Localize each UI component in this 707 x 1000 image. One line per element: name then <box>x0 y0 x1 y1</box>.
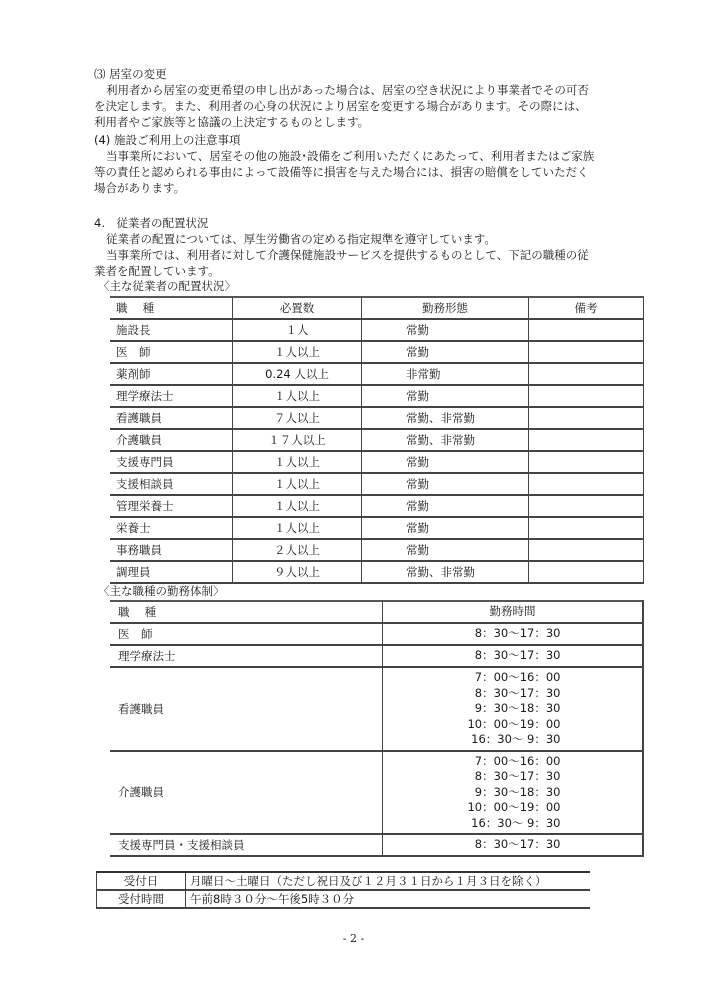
reception-value-cell: 午前8時３０分～午後5時３０分 <box>186 890 591 908</box>
role-cell: 調理員 <box>110 561 233 583</box>
employment-type-cell: 常勤 <box>362 539 529 561</box>
required-count-cell: ９人以上 <box>233 561 362 583</box>
staff-table-caption: 〈主な従業者の配置状況〉 <box>98 279 236 293</box>
notes-cell <box>529 495 644 517</box>
required-count-cell: ２人以上 <box>233 539 362 561</box>
role-cell: 医 師 <box>110 623 383 645</box>
notes-cell <box>529 539 644 561</box>
reception-value-cell: 月曜日～土曜日（ただし祝日及び１２月３１日から１月３日を除く） <box>186 872 591 890</box>
shift-time: 8：30～17：30 <box>474 626 561 641</box>
role-cell: 看護職員 <box>110 667 383 751</box>
employment-type-cell: 常勤 <box>362 451 529 473</box>
header-cell-notes: 備考 <box>529 297 644 319</box>
section-staff-placement <box>94 215 654 279</box>
employment-type-cell: 常勤、非常勤 <box>362 407 529 429</box>
employment-type-cell: 常勤 <box>362 319 529 341</box>
notes-cell <box>529 407 644 429</box>
shift-time: 8：30～17：30 <box>474 685 561 700</box>
paragraph-line: 利用者から居室の変更希望の申し出があった場合は、居室の空き状況により事業者でその可否 <box>106 83 589 97</box>
table-row <box>110 451 644 473</box>
shift-time: 9：30～18：30 <box>474 701 561 715</box>
staff-placement-table <box>110 296 644 584</box>
role-cell: 理学療法士 <box>110 645 383 667</box>
shift-time: 7：00～16：00 <box>474 670 561 684</box>
role-cell: 管理栄養士 <box>110 495 233 517</box>
table-row <box>110 473 644 495</box>
shift-schedule-table <box>110 600 644 857</box>
required-count-cell: １人以上 <box>233 473 362 495</box>
employment-type-cell: 常勤 <box>362 495 529 517</box>
shift-time: 8：30～17：30 <box>474 648 561 663</box>
table-row <box>110 385 644 407</box>
required-count-cell: ７人以上 <box>233 407 362 429</box>
table-row <box>110 645 643 667</box>
role-cell: 看護職員 <box>110 407 233 429</box>
table-row <box>110 834 643 856</box>
required-count-cell: １人以上 <box>233 517 362 539</box>
required-count-cell: １人以上 <box>233 495 362 517</box>
table-row <box>110 561 644 583</box>
required-count-cell: １人以上 <box>233 451 362 473</box>
required-count-cell: １人 <box>233 319 362 341</box>
shift-time: 9：30～18：30 <box>474 784 561 799</box>
reception-label-cell: 受付時間 <box>97 890 186 908</box>
required-count-cell: １７人以上 <box>233 429 362 451</box>
shift-time: 7：00～16：00 <box>474 753 561 768</box>
table-header-row <box>110 601 643 623</box>
section-heading: ⑶ 居室の変更 <box>94 67 167 81</box>
table-header-row <box>110 297 644 319</box>
employment-type-cell: 常勤 <box>362 473 529 495</box>
notes-cell <box>529 385 644 407</box>
header-cell-role: 職 種 <box>110 297 233 319</box>
employment-type-cell: 常勤、非常勤 <box>362 561 529 583</box>
section-usage-notes <box>94 132 654 196</box>
header-cell-employment: 勤務形態 <box>362 297 529 319</box>
page-number: - 2 - <box>342 932 365 945</box>
section-room-change <box>94 66 654 130</box>
table-row <box>110 539 644 561</box>
shift-table-caption: 〈主な職種の勤務体制〉 <box>98 584 225 598</box>
header-cell-hours: 勤務時間 <box>383 601 644 623</box>
notes-cell <box>529 473 644 495</box>
hours-cell <box>383 834 644 856</box>
paragraph-line: 当事業所において、居室その他の施設･設備をご利用いただくにあたって、利用者またはご家族 <box>106 149 595 163</box>
paragraph-line: を決定します。また、利用者の心身の状況により居室を変更する場合があります。その際には、 <box>94 99 587 113</box>
notes-cell <box>529 319 644 341</box>
paragraph-line: 場合があります。 <box>94 181 186 195</box>
role-cell: 薬剤師 <box>110 363 233 385</box>
employment-type-cell: 非常勤 <box>362 363 529 385</box>
employment-type-cell: 常勤 <box>362 385 529 407</box>
paragraph-line: 業者を配置しています。 <box>94 264 220 278</box>
section-heading: (4) 施設ご利用上の注意事項 <box>94 133 241 147</box>
header-cell-required: 必置数 <box>233 297 362 319</box>
shift-time: 10：00～19：00 <box>467 716 561 731</box>
hours-cell <box>383 667 644 751</box>
notes-cell <box>529 517 644 539</box>
paragraph-line: 当事業所では、利用者に対して介護保健施設サービスを提供するものとして、下記の職種の従 <box>106 248 589 262</box>
paragraph-line: 等の責任と認められる事由によって設備等に損害を与えた場合には、損害の賠償をしていただく <box>94 165 589 179</box>
employment-type-cell: 常勤、非常勤 <box>362 429 529 451</box>
notes-cell <box>529 429 644 451</box>
shift-time: 8：30～17：30 <box>474 769 561 783</box>
notes-cell <box>529 561 644 583</box>
table-row <box>110 623 643 645</box>
hours-cell <box>383 623 644 645</box>
role-cell: 施設長 <box>110 319 233 341</box>
table-row <box>110 667 643 751</box>
shift-time: 16：30～ 9：30 <box>471 815 561 830</box>
required-count-cell: １人以上 <box>233 341 362 363</box>
table-row <box>110 495 644 517</box>
role-cell: 支援相談員 <box>110 473 233 495</box>
role-cell: 事務職員 <box>110 539 233 561</box>
table-row <box>110 407 644 429</box>
table-row <box>110 429 644 451</box>
paragraph-line: 利用者やご家族等と協議の上決定するものとします。 <box>94 115 370 129</box>
required-count-cell: 0.24 人以上 <box>233 363 362 385</box>
notes-cell <box>529 451 644 473</box>
role-cell: 理学療法士 <box>110 385 233 407</box>
role-cell: 栄養士 <box>110 517 233 539</box>
reception-label-cell: 受付日 <box>97 872 186 890</box>
employment-type-cell: 常勤 <box>362 517 529 539</box>
table-row <box>110 517 644 539</box>
reception-table <box>96 871 590 909</box>
role-cell: 医 師 <box>110 341 233 363</box>
role-cell: 介護職員 <box>110 429 233 451</box>
required-count-cell: １人以上 <box>233 385 362 407</box>
notes-cell <box>529 341 644 363</box>
employment-type-cell: 常勤 <box>362 341 529 363</box>
chapter-heading: 4. 従業者の配置状況 <box>94 216 209 230</box>
table-row <box>110 751 643 835</box>
role-cell: 介護職員 <box>110 751 383 835</box>
hours-cell <box>383 645 644 667</box>
table-row <box>97 872 591 890</box>
role-cell: 支援専門員 <box>110 451 233 473</box>
table-row <box>110 363 644 385</box>
table-row <box>110 319 644 341</box>
hours-cell <box>383 751 644 835</box>
shift-time: 10：00～19：00 <box>467 800 561 814</box>
shift-time: 8：30～17：30 <box>474 837 561 852</box>
role-cell: 支援専門員・支援相談員 <box>110 834 383 856</box>
paragraph-line: 従業者の配置については、厚生労働省の定める指定規準を遵守しています。 <box>106 232 496 246</box>
notes-cell <box>529 363 644 385</box>
table-row <box>110 341 644 363</box>
table-row <box>97 890 591 908</box>
shift-time: 16：30～ 9：30 <box>471 732 561 746</box>
header-cell-role: 職 種 <box>110 601 383 623</box>
